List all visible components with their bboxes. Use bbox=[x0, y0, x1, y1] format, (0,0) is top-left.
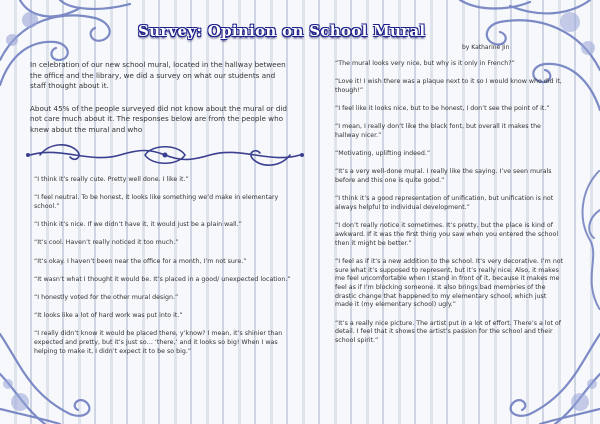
page-title: Survey: Opinion on School Mural bbox=[138, 22, 426, 40]
responses-left-column bbox=[34, 176, 296, 366]
survey-response: “The mural looks very nice, but why is it only in French?” bbox=[335, 60, 515, 67]
intro-paragraph: About 45% of the people surveyed did not know about the mural or did not care much about it. The responses below are from the people who knew about the mural and who bbox=[30, 103, 287, 134]
survey-response: “I think it’s a good representation of unification, but unification is not always helpful to individual development.” bbox=[335, 195, 554, 212]
survey-response: “I mean, I really don’t like the black font, but overall it makes the hallway nicer.” bbox=[335, 123, 541, 140]
scroll-divider-ornament bbox=[20, 138, 310, 172]
responses-right-column bbox=[335, 60, 565, 355]
side-ornament-right bbox=[560, 170, 600, 310]
survey-response: “It’s okay. I haven’t been near the office for a month, I’m not sure.” bbox=[34, 257, 247, 265]
survey-response: “I don’t really notice it sometimes. It’s pretty, but the place is kind of awkward. If it was the first thing you saw when you entered the school then it might be better.” bbox=[335, 222, 559, 247]
intro-text bbox=[30, 60, 292, 147]
survey-response: “I feel like it looks nice, but to be honest, I don’t see the point of it.” bbox=[335, 105, 550, 113]
survey-response: “I feel neutral. To be honest, it looks like something we’d make in elementary school.” bbox=[34, 194, 279, 210]
author-byline: by Katharine Jin bbox=[462, 44, 510, 51]
survey-response: “I think it’s nice. If we didn’t have it, it would just be a plain wall.” bbox=[34, 221, 242, 229]
survey-response: “It wasn’t what I thought it would be. It’s placed in a good/ unexpected location.” bbox=[34, 275, 291, 283]
survey-response: “I think it’s really cute. Pretty well done. I like it.” bbox=[34, 176, 189, 183]
survey-response: “I really didn’t know it would be placed there, y’know? I mean, it’s shinier than expected and pretty, but it’s just so… ‘there,’ and it looks so big! When I was helping to make it, I didn’t expect it to be so big.” bbox=[34, 330, 283, 355]
survey-response: “It looks like a lot of hard work was put into it.” bbox=[34, 312, 183, 320]
survey-response: “I honestly voted for the other mural design.” bbox=[34, 293, 179, 301]
survey-response: “I feel as if it’s a new addition to the school. It’s very decorative. I’m not sure what it’s supposed to represent, but it’s really nice. Also, it makes me feel uncomfortable when I stand in front of it, because it makes me feel as if I’m blocking someone. It also brings bad memories of the drastic change that happened to my elementary school, which just made it (my elementary school) ugly.” bbox=[335, 257, 564, 309]
survey-response: “It’s cool. Haven’t really noticed it too much.” bbox=[34, 239, 179, 247]
survey-response: “It’s a really nice picture. The artist put in a lot of effort. There’s a lot of detail. I feel that it shows the artist’s passion for the school and their school spirit.” bbox=[335, 319, 561, 344]
intro-paragraph: In celebration of our new school mural, located in the hallway between the office and the library, we did a survey on what our students and staff thought about it. bbox=[30, 60, 286, 90]
survey-response: “It’s a very well-done mural. I really like the saying. I’ve seen murals before and this one is quite good.” bbox=[335, 168, 552, 185]
survey-response: “Motivating, uplifting indeed.” bbox=[335, 150, 431, 158]
survey-response: “Love it! I wish there was a plaque next to it so I would know who did it, though!” bbox=[335, 78, 562, 94]
